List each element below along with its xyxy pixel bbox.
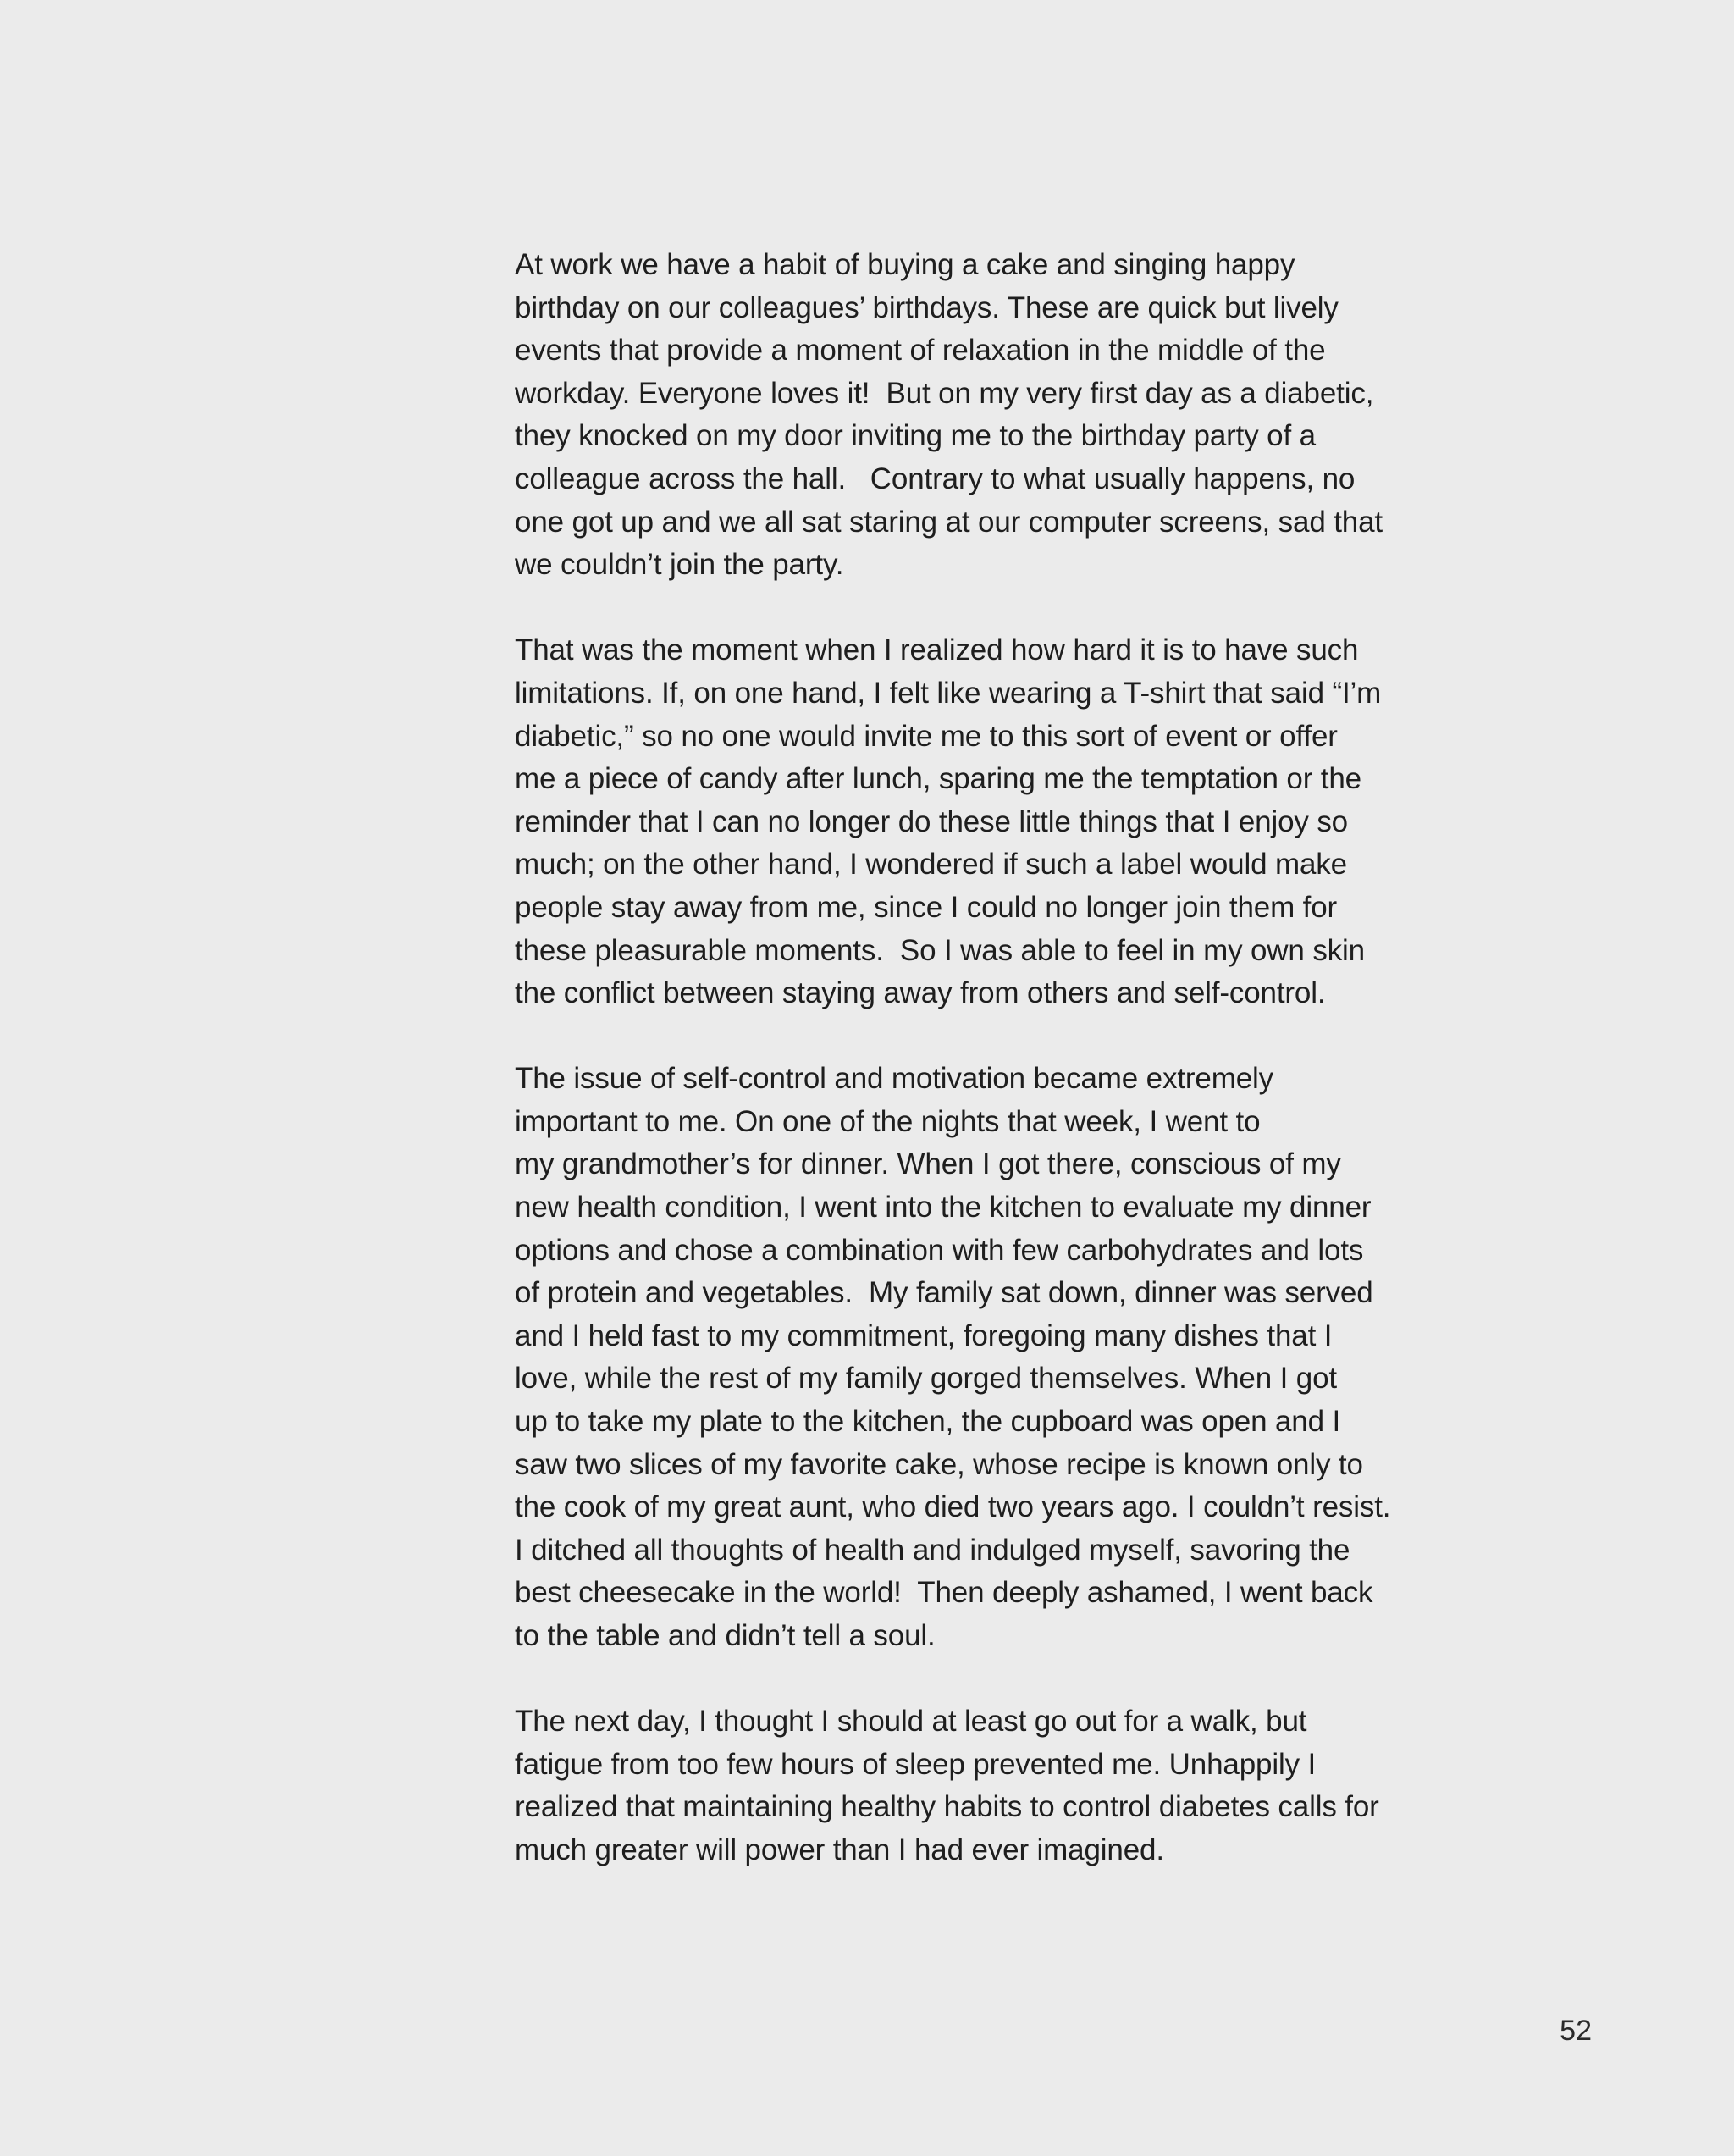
text-line: workday. Everyone loves it! But on my very first day as a diabetic, <box>515 376 1374 410</box>
paragraph-1 <box>515 244 1421 587</box>
page-number: 52 <box>1560 2015 1592 2047</box>
text-line: we couldn’t join the party. <box>515 548 844 582</box>
text-line: and I held fast to my commitment, foregoing many dishes that I <box>515 1318 1333 1352</box>
text-line: much; on the other hand, I wondered if such a label would make <box>515 848 1347 882</box>
text-line: At work we have a habit of buying a cake and singing happy <box>515 248 1295 281</box>
text-line: they knocked on my door inviting me to the birthday party of a <box>515 419 1316 453</box>
text-line: new health condition, I went into the kitchen to evaluate my dinner <box>515 1191 1372 1224</box>
text-line: best cheesecake in the world! Then deeply ashamed, I went back <box>515 1576 1373 1610</box>
text-line: me a piece of candy after lunch, sparing me the temptation or the <box>515 762 1361 796</box>
text-line: much greater will power than I had ever imagined. <box>515 1833 1164 1866</box>
text-line: options and chose a combination with few carbohydrates and lots <box>515 1233 1364 1267</box>
paragraph-4 <box>515 1700 1421 1871</box>
text-line: reminder that I can no longer do these little things that I enjoy so <box>515 804 1349 838</box>
text-line: to the table and didn’t tell a soul. <box>515 1619 936 1652</box>
paragraph-2 <box>515 629 1421 1014</box>
text-line: of protein and vegetables. My family sat down, dinner was served <box>515 1276 1373 1310</box>
text-line: colleague across the hall. Contrary to what usually happens, no <box>515 462 1356 495</box>
text-line: The next day, I thought I should at least go out for a walk, but <box>515 1705 1307 1739</box>
text-line: the conflict between staying away from others and self-control. <box>515 976 1326 1010</box>
text-line: saw two slices of my favorite cake, whose recipe is known only to <box>515 1447 1363 1481</box>
text-line: important to me. On one of the nights that week, I went to <box>515 1104 1261 1138</box>
text-line: my grandmother’s for dinner. When I got there, conscious of my <box>515 1147 1341 1181</box>
text-line: the cook of my great aunt, who died two years ago. I couldn’t resist. <box>515 1490 1391 1524</box>
paragraph-3 <box>515 1058 1421 1657</box>
text-line: realized that maintaining healthy habits to control diabetes calls for <box>515 1790 1379 1824</box>
text-line: one got up and we all sat staring at our computer screens, sad that <box>515 505 1383 539</box>
text-line: The issue of self-control and motivation became extremely <box>515 1062 1274 1096</box>
text-line: fatigue from too few hours of sleep prevented me. Unhappily I <box>515 1747 1317 1781</box>
text-line: events that provide a moment of relaxation in the middle of the <box>515 334 1326 368</box>
text-line: That was the moment when I realized how hard it is to have such <box>515 633 1359 667</box>
text-line: up to take my plate to the kitchen, the cupboard was open and I <box>515 1405 1341 1439</box>
text-line: I ditched all thoughts of health and indulged myself, savoring the <box>515 1533 1350 1567</box>
text-line: limitations. If, on one hand, I felt like wearing a T-shirt that said “I’m <box>515 676 1382 710</box>
text-line: birthday on our colleagues’ birthdays. These are quick but lively <box>515 290 1339 324</box>
text-line: people stay away from me, since I could no longer join them for <box>515 890 1338 924</box>
body-text <box>515 244 1421 1915</box>
text-line: love, while the rest of my family gorged themselves. When I got <box>515 1362 1337 1396</box>
text-line: these pleasurable moments. So I was able to feel in my own skin <box>515 933 1365 967</box>
text-line: diabetic,” so no one would invite me to this sort of event or offer <box>515 719 1338 753</box>
